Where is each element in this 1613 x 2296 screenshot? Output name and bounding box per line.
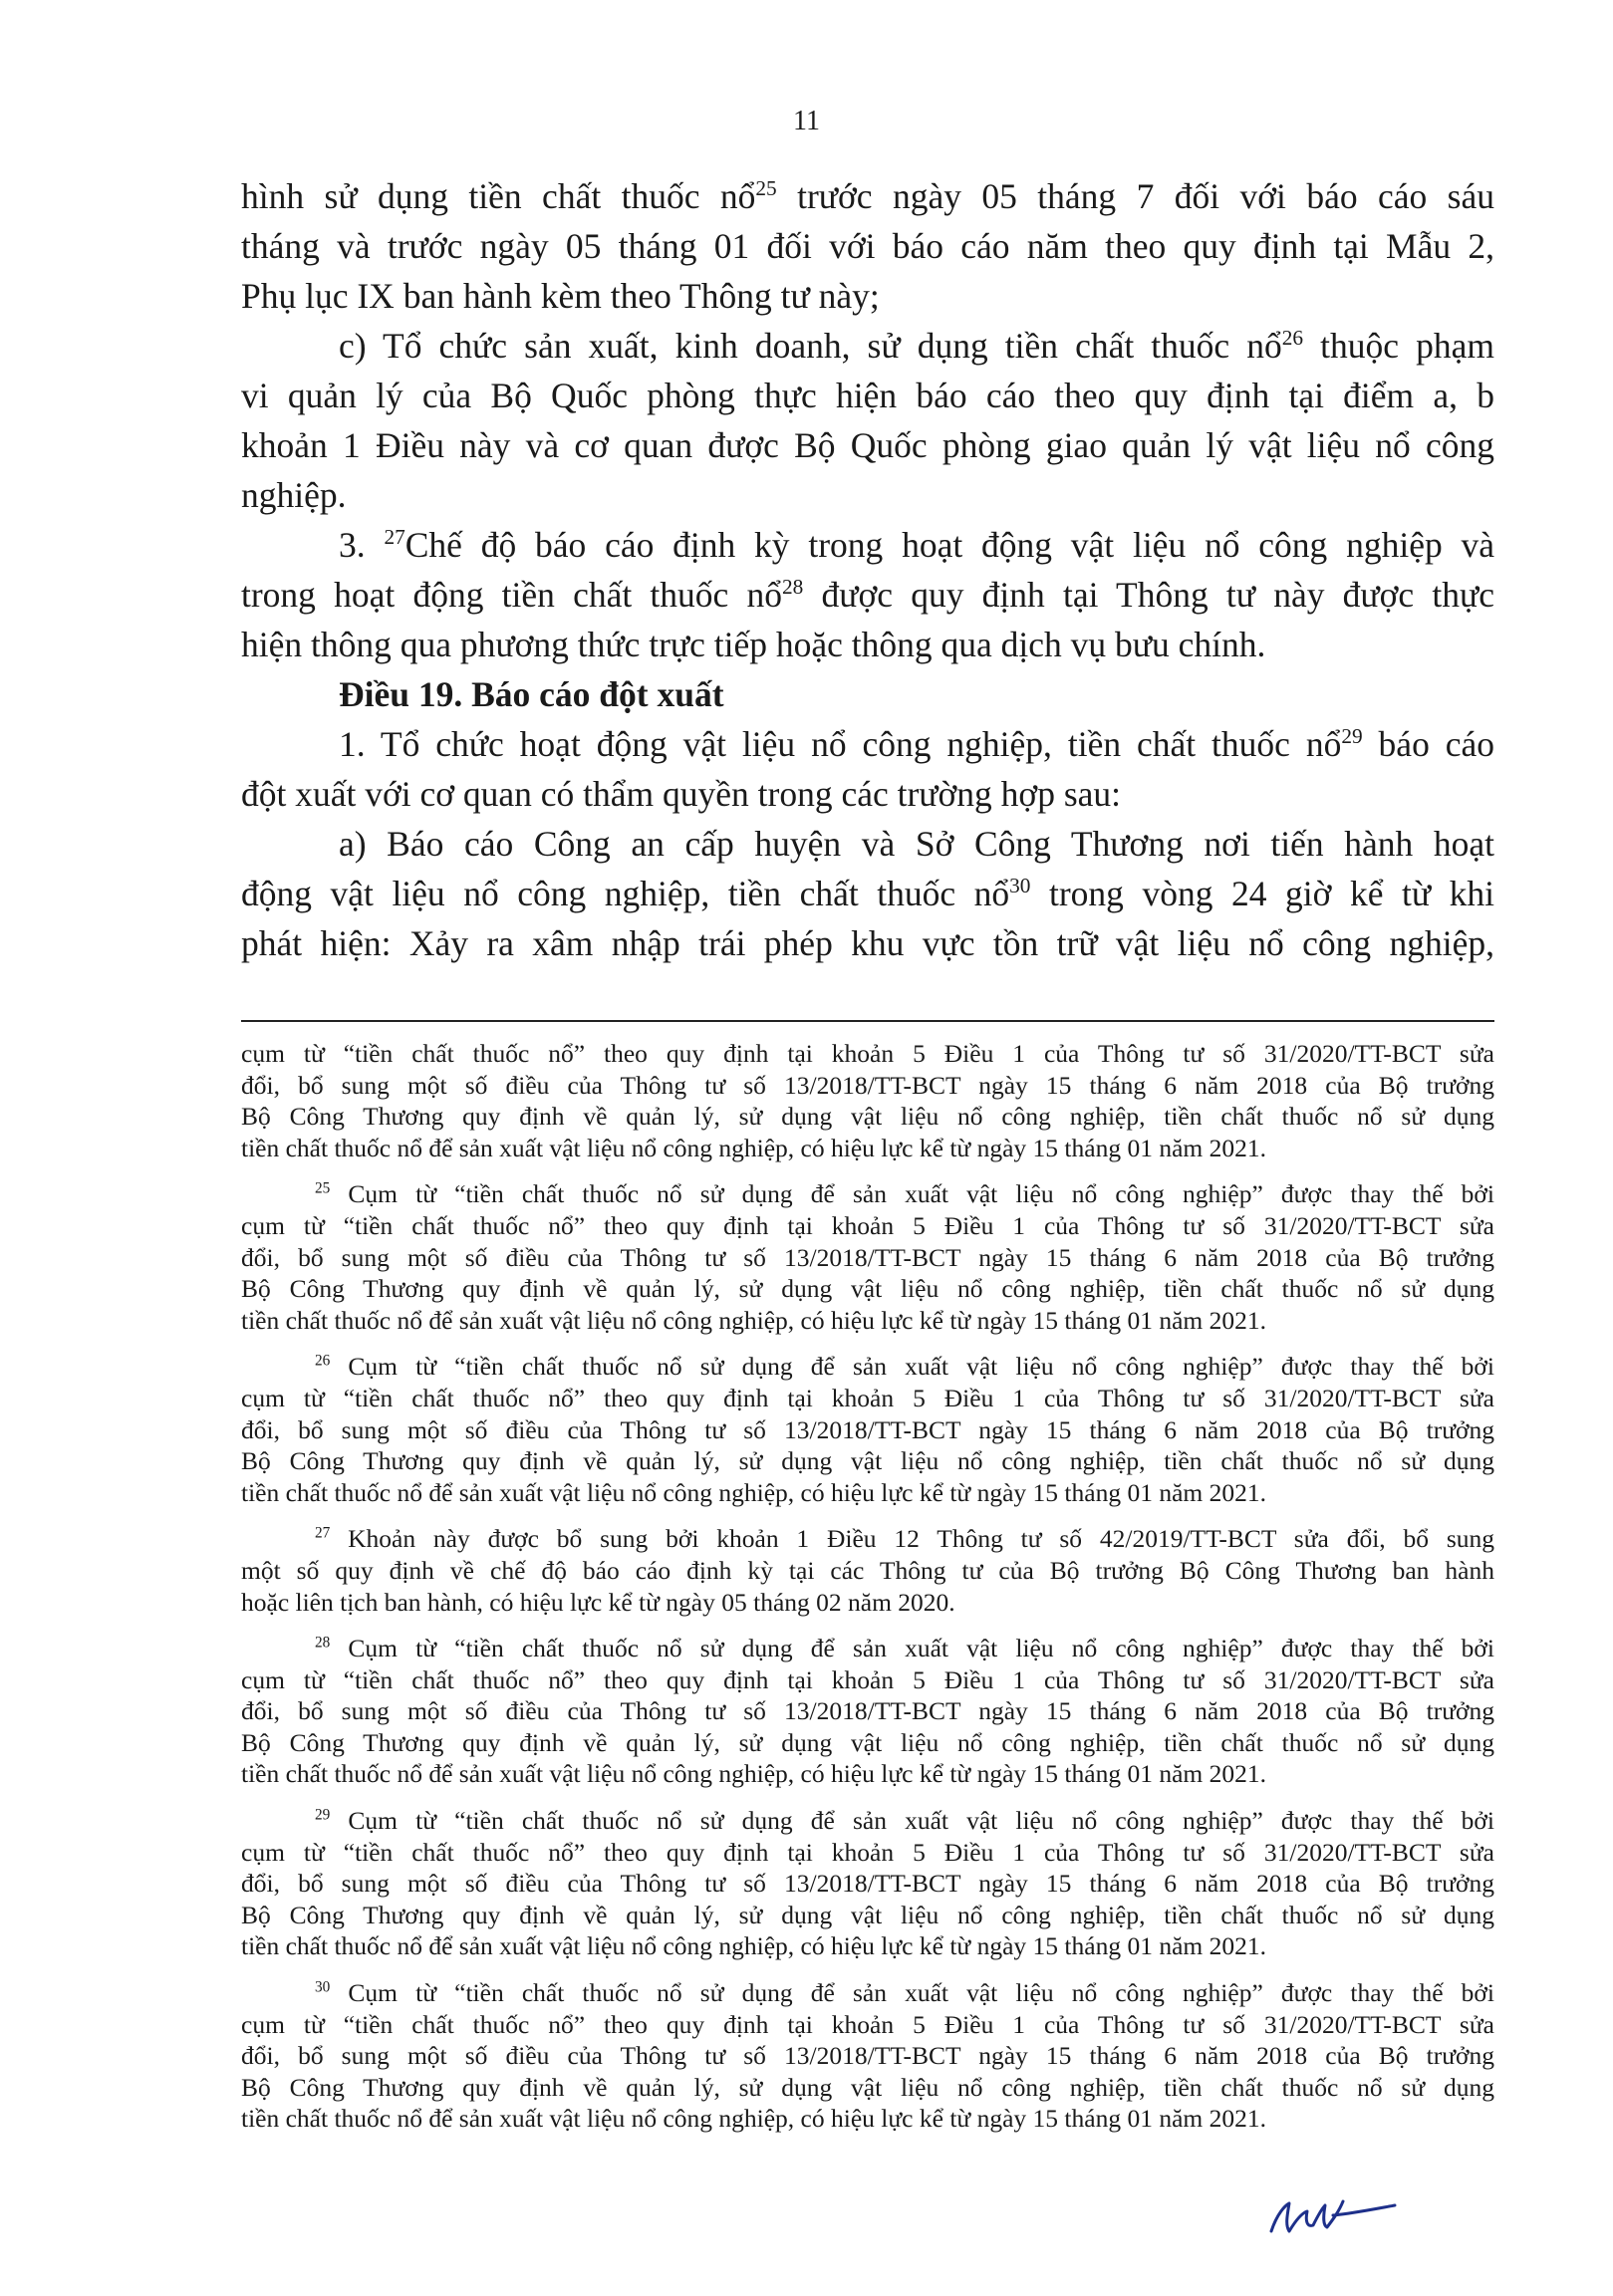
footnote-line: $^{25}$ Cụm từ “tiền chất thuốc nổ sử dụng để sản xuất vật liệu nổ công nghiệp” được thay thế bởi: [315, 1179, 1494, 1209]
footnote-ref-26[interactable]: 26: [1281, 326, 1304, 351]
footnote-25: [241, 1178, 1494, 1336]
footnote-line: tiền chất thuốc nổ để sản xuất vật liệu nổ công nghiệp, có hiệu lực kể từ ngày 15 tháng 01 năm 2021.: [241, 1305, 1266, 1335]
footnote-mark: 27: [315, 1524, 331, 1542]
body-line: động vật liệu nổ công nghiệp, tiền chất thuốc nổ$^{30}$ trong vòng 24 giờ kể từ khi: [241, 874, 1494, 913]
footnote-29: [241, 1805, 1494, 1962]
footnote-ref-25[interactable]: 25: [755, 176, 777, 201]
body-text: [241, 171, 1494, 968]
footnote-line: tiền chất thuốc nổ để sản xuất vật liệu nổ công nghiệp, có hiệu lực kể từ ngày 15 tháng 01 năm 2021.: [241, 1133, 1266, 1162]
footnotes: [241, 1038, 1494, 2135]
footnote-line: Bộ Công Thương quy định về quản lý, sử dụng vật liệu nổ công nghiệp, tiền chất thuốc nổ sử dụng: [241, 1274, 1494, 1304]
footnote-mark: 28: [315, 1634, 331, 1652]
footnote-line: cụm từ “tiền chất thuốc nổ” theo quy định tại khoản 5 Điều 1 của Thông tư số 31/2020/TT-BCT sửa: [241, 2009, 1494, 2039]
body-line: Phụ lục IX ban hành kèm theo Thông tư này;: [241, 276, 880, 316]
body-line: đột xuất với cơ quan có thẩm quyền trong các trường hợp sau:: [241, 774, 1122, 814]
footnote-line: một số quy định về chế độ báo cáo định kỳ tại các Thông tư của Bộ trưởng Bộ Công Thương ban hành: [241, 1555, 1494, 1585]
footnote-line: cụm từ “tiền chất thuốc nổ” theo quy định tại khoản 5 Điều 1 của Thông tư số 31/2020/TT-BCT sửa: [241, 1383, 1494, 1412]
footnote-line: Bộ Công Thương quy định về quản lý, sử dụng vật liệu nổ công nghiệp, tiền chất thuốc nổ sử dụng: [241, 1727, 1494, 1757]
footnote-line: đổi, bổ sung một số điều của Thông tư số 13/2018/TT-BCT ngày 15 tháng 6 năm 2018 của Bộ trưởng: [241, 1070, 1494, 1100]
footnote-line: $^{27}$ Khoản này được bổ sung bởi khoản 1 Điều 12 Thông tư số 42/2019/TT-BCT sửa đổi, bổ sung: [315, 1524, 1494, 1554]
body-line: a) Báo cáo Công an cấp huyện và Sở Công Thương nơi tiến hành hoạt: [339, 824, 1494, 864]
body-line: hiện thông qua phương thức trực tiếp hoặc thông qua dịch vụ bưu chính.: [241, 625, 1266, 664]
handwritten-initials-signature: [1263, 2191, 1403, 2241]
body-line: vi quản lý của Bộ Quốc phòng thực hiện báo cáo theo quy định tại điểm a, b: [241, 376, 1494, 415]
footnote-27: [241, 1523, 1494, 1618]
body-line: hình sử dụng tiền chất thuốc nổ$^{25}$ trước ngày 05 tháng 7 đối với báo cáo sáu: [241, 176, 1494, 216]
footnote-ref-29[interactable]: 29: [1341, 724, 1363, 749]
footnote-mark: 29: [315, 1806, 331, 1824]
body-line: khoản 1 Điều này và cơ quan được Bộ Quốc phòng giao quản lý vật liệu nổ công: [241, 425, 1494, 465]
signature-stroke: [1271, 2201, 1395, 2231]
footnote-ref-27[interactable]: 27: [384, 525, 405, 550]
footnote-line: Bộ Công Thương quy định về quản lý, sử dụng vật liệu nổ công nghiệp, tiền chất thuốc nổ sử dụng: [241, 2072, 1494, 2102]
footnote-line: đổi, bổ sung một số điều của Thông tư số 13/2018/TT-BCT ngày 15 tháng 6 năm 2018 của Bộ trưởng: [241, 1869, 1494, 1899]
footnote-mark: 30: [315, 1978, 331, 1996]
footnote-line: $^{29}$ Cụm từ “tiền chất thuốc nổ sử dụng để sản xuất vật liệu nổ công nghiệp” được thay thế bởi: [315, 1806, 1494, 1836]
footnote-ref-30[interactable]: 30: [1009, 874, 1031, 898]
footnote-line: đổi, bổ sung một số điều của Thông tư số 13/2018/TT-BCT ngày 15 tháng 6 năm 2018 của Bộ trưởng: [241, 1242, 1494, 1272]
footnote-26: [241, 1351, 1494, 1508]
footnote-line: hoặc liên tịch ban hành, có hiệu lực kể từ ngày 05 tháng 02 năm 2020.: [241, 1587, 955, 1617]
body-line: nghiệp.: [241, 475, 347, 515]
footnote-mark: 25: [315, 1179, 331, 1197]
footnote-ref-28[interactable]: 28: [781, 575, 804, 600]
body-line: 1. Tổ chức hoạt động vật liệu nổ công nghiệp, tiền chất thuốc nổ$^{29}$ báo cáo: [339, 724, 1495, 764]
footnote-line: đổi, bổ sung một số điều của Thông tư số 13/2018/TT-BCT ngày 15 tháng 6 năm 2018 của Bộ trưởng: [241, 1696, 1494, 1726]
footnote-separator: [241, 1020, 1494, 1022]
body-line: trong hoạt động tiền chất thuốc nổ$^{28}$ được quy định tại Thông tư này được thực: [241, 575, 1494, 615]
footnote-line: $^{26}$ Cụm từ “tiền chất thuốc nổ sử dụng để sản xuất vật liệu nổ công nghiệp” được thay thế bởi: [315, 1352, 1494, 1382]
footnote-line: cụm từ “tiền chất thuốc nổ” theo quy định tại khoản 5 Điều 1 của Thông tư số 31/2020/TT-BCT sửa: [241, 1837, 1494, 1867]
footnote-line: đổi, bổ sung một số điều của Thông tư số 13/2018/TT-BCT ngày 15 tháng 6 năm 2018 của Bộ trưởng: [241, 1414, 1494, 1444]
footnote-30: [241, 1977, 1494, 2135]
footnote-line: tiền chất thuốc nổ để sản xuất vật liệu nổ công nghiệp, có hiệu lực kể từ ngày 15 tháng 01 năm 2021.: [241, 1477, 1266, 1507]
footnote-continuation: [241, 1038, 1494, 1163]
footnote-line: $^{28}$ Cụm từ “tiền chất thuốc nổ sử dụng để sản xuất vật liệu nổ công nghiệp” được thay thế bởi: [315, 1634, 1494, 1663]
footnote-line: tiền chất thuốc nổ để sản xuất vật liệu nổ công nghiệp, có hiệu lực kể từ ngày 15 tháng 01 năm 2021.: [241, 2104, 1266, 2134]
body-line: phát hiện: Xảy ra xâm nhập trái phép khu vực tồn trữ vật liệu nổ công nghiệp,: [241, 923, 1494, 963]
footnote-line: $^{30}$ Cụm từ “tiền chất thuốc nổ sử dụng để sản xuất vật liệu nổ công nghiệp” được thay thế bởi: [315, 1978, 1494, 2008]
footnote-28: [241, 1633, 1494, 1790]
footnote-line: Bộ Công Thương quy định về quản lý, sử dụng vật liệu nổ công nghiệp, tiền chất thuốc nổ sử dụng: [241, 1446, 1494, 1476]
footnote-line: tiền chất thuốc nổ để sản xuất vật liệu nổ công nghiệp, có hiệu lực kể từ ngày 15 tháng 01 năm 2021.: [241, 1931, 1266, 1961]
body-line: 3. $^{27}$Chế độ báo cáo định kỳ trong hoạt động vật liệu nổ công nghiệp và: [339, 525, 1495, 565]
body-line: tháng và trước ngày 05 tháng 01 đối với báo cáo năm theo quy định tại Mẫu 2,: [241, 226, 1494, 266]
body-line: c) Tổ chức sản xuất, kinh doanh, sử dụng tiền chất thuốc nổ$^{26}$ thuộc phạm: [339, 326, 1494, 366]
footnote-line: Bộ Công Thương quy định về quản lý, sử dụng vật liệu nổ công nghiệp, tiền chất thuốc nổ sử dụng: [241, 1102, 1494, 1132]
article-heading: Điều 19. Báo cáo đột xuất: [339, 674, 724, 714]
footnote-line: cụm từ “tiền chất thuốc nổ” theo quy định tại khoản 5 Điều 1 của Thông tư số 31/2020/TT-BCT sửa: [241, 1210, 1494, 1240]
footnote-line: tiền chất thuốc nổ để sản xuất vật liệu nổ công nghiệp, có hiệu lực kể từ ngày 15 tháng 01 năm 2021.: [241, 1759, 1266, 1789]
footnote-line: cụm từ “tiền chất thuốc nổ” theo quy định tại khoản 5 Điều 1 của Thông tư số 31/2020/TT-BCT sửa: [241, 1039, 1494, 1068]
footnote-line: đổi, bổ sung một số điều của Thông tư số 13/2018/TT-BCT ngày 15 tháng 6 năm 2018 của Bộ trưởng: [241, 2041, 1494, 2071]
footnote-mark: 26: [315, 1352, 331, 1370]
footnote-line: cụm từ “tiền chất thuốc nổ” theo quy định tại khoản 5 Điều 1 của Thông tư số 31/2020/TT-BCT sửa: [241, 1664, 1494, 1694]
footnote-line: Bộ Công Thương quy định về quản lý, sử dụng vật liệu nổ công nghiệp, tiền chất thuốc nổ sử dụng: [241, 1900, 1494, 1929]
page-number: 11: [793, 106, 820, 136]
